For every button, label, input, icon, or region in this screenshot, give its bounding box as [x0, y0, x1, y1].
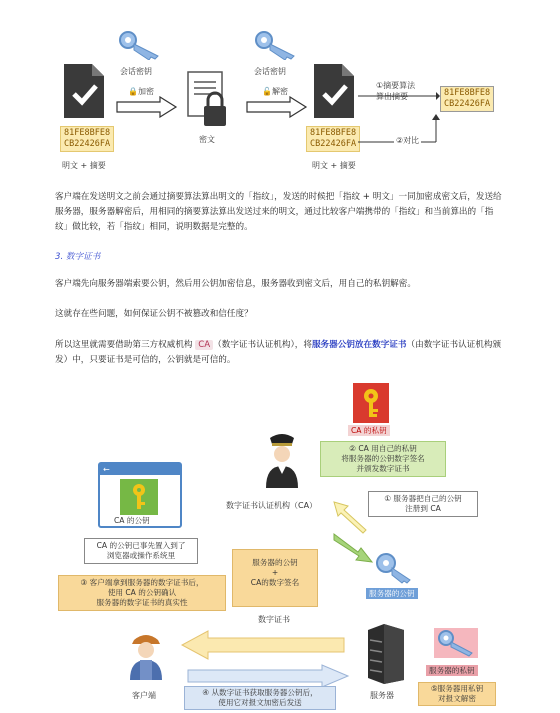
ca-private-key-label: CA 的私钥 [348, 425, 390, 436]
ca-tag: CA [195, 340, 213, 350]
paragraph-ca: 所以这里就需要借助第三方权威机构 CA （数字证书认证机构），将服务器公钥放在数字证书（由数字证书认证机构颁发）中，只要证书是可信的，公钥就是可信的。 [55, 340, 502, 365]
ca-officer-avatar [262, 432, 302, 490]
hash-right: 81FE8BFE8 CB22426FA [440, 86, 494, 112]
session-key-left-label: 会话密钥 [120, 67, 152, 76]
client-step3-note: ③ 客户端拿到服务器的数字证书后， 使用 CA 的公钥确认 服务器的数字证书的真实性 [58, 575, 226, 611]
browser-window [98, 462, 182, 528]
paragraph-question: 这就存在些问题，如何保证公钥不被篡改和信任度？ [55, 309, 253, 319]
plain-right-label: 明文 + 摘要 [312, 161, 356, 170]
hash-left: 81FE8BFE8 CB22426FA [60, 126, 114, 152]
key-icon [118, 30, 164, 60]
section-heading: 3. 数字证书 [55, 252, 101, 262]
server-private-key-label: 服务器的私钥 [426, 665, 478, 676]
server-public-key-label: 服务器的公钥 [366, 588, 418, 599]
document-check-icon [62, 62, 106, 120]
document-check-icon [312, 62, 356, 120]
paragraph-integrity: 客户端在发送明文之前会通过摘要算法算出明文的「指纹」，发送的时候把「指纹 + 明文」一同加密成密文后，发送给服务器，服务器解密后，用相同的摘要算法算出发送过来的明文，通过比较客户端携带的「指纹」和当前算出的「指纹」做比较，若「指纹」相同，说明数据是完整的。 [55, 192, 502, 232]
arrow-to-server [330, 530, 376, 566]
back-arrow-icon: ← [100, 464, 180, 475]
paragraph-public-key: 客户端先向服务器端索要公钥，然后用公钥加密信息，服务器收到密文后，用自己的私钥解密。 [55, 279, 416, 289]
highlight-text: 服务器公钥放在数字证书 [311, 340, 407, 350]
hash-mid: 81FE8BFE8 CB22426FA [306, 126, 360, 152]
right-arrow-icon [116, 96, 178, 118]
certificate-arrow-left [180, 630, 346, 660]
certificate-label: 数字证书 [258, 615, 290, 624]
ca-org-label: 数字证书认证机构（CA） [226, 501, 318, 510]
lock-icon: 🔒 [128, 87, 138, 96]
arrow-to-ca [330, 500, 370, 534]
step2-label: ②对比 [396, 136, 420, 145]
plain-left-label: 明文 + 摘要 [62, 161, 106, 170]
client-step4-note: ④ 从数字证书获取服务器公钥后， 使用它对报文加密后发送 [184, 686, 336, 710]
server-step1-note: ① 服务器把自己的公钥 注册到 CA [368, 491, 478, 517]
preinstalled-note: CA 的公钥已事先置入到了 浏览器或操作系统里 [84, 538, 198, 564]
ca-step2-note: ② CA 用自己的私钥 将服务器的公钥数字签名 并颁发数字证书 [320, 441, 446, 477]
ca-public-key-icon [120, 479, 158, 515]
decrypt-label: 🔓解密 [262, 87, 288, 96]
cipher-document-icon [186, 70, 230, 130]
session-key-right-label: 会话密钥 [254, 67, 286, 76]
key-icon [254, 30, 300, 60]
server-step5-note: ⑤服务器用私钥 对报文解密 [418, 682, 496, 706]
step1-label: ①摘要算法 算出摘要 [376, 81, 416, 101]
message-arrow-right [186, 664, 352, 688]
client-avatar [126, 630, 166, 682]
certificate: 服务器的公钥 + CA的数字签名 [232, 549, 318, 607]
unlock-icon: 🔓 [262, 87, 272, 96]
encrypt-label: 🔒加密 [128, 87, 154, 96]
server-label: 服务器 [370, 691, 394, 700]
server-public-key-icon [374, 552, 414, 584]
client-label: 客户端 [132, 691, 156, 700]
ca-public-key-label: CA 的公钥 [114, 516, 150, 525]
server-private-key-icon [434, 628, 478, 658]
ca-private-key-icon [353, 383, 389, 423]
server-icon [364, 622, 408, 684]
cipher-label: 密文 [199, 135, 215, 144]
right-arrow-icon [246, 96, 308, 118]
